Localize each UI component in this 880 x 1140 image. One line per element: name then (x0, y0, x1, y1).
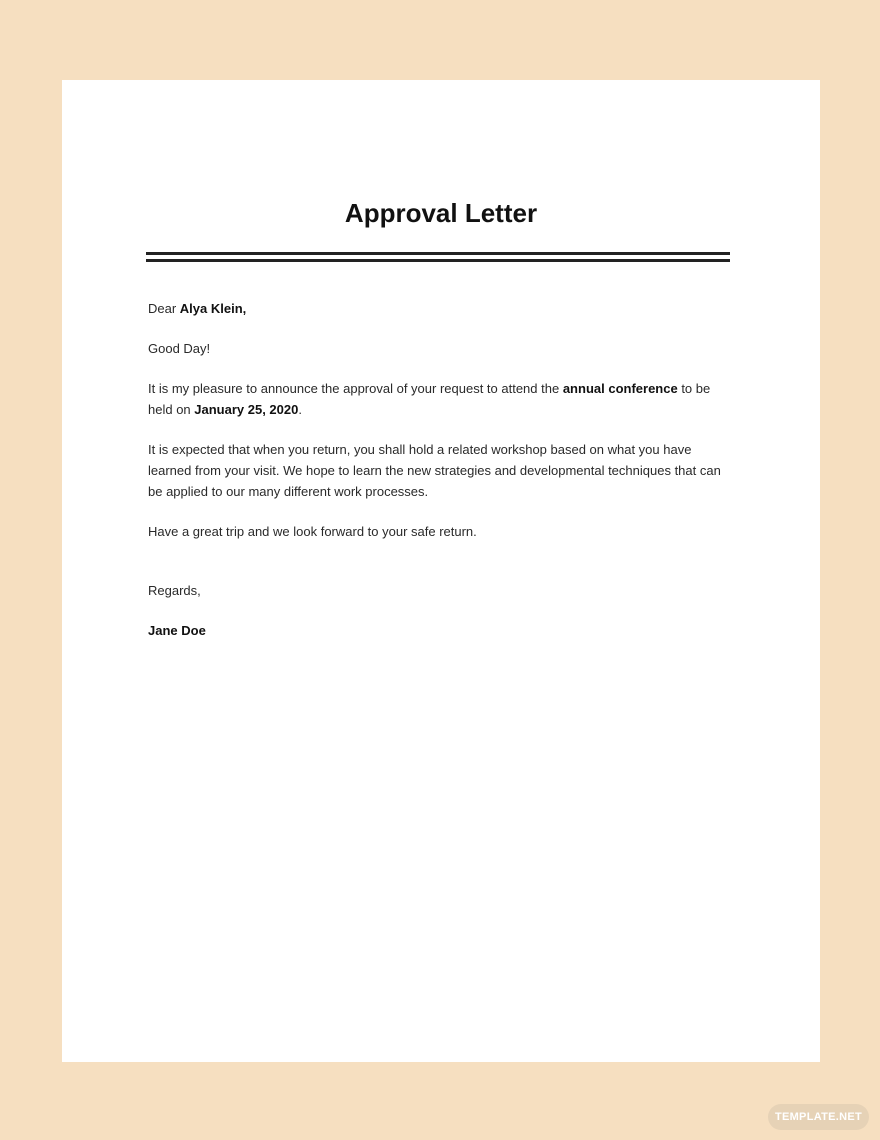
paragraph-approval (148, 378, 728, 420)
title-rule-top (146, 252, 730, 255)
paragraph-approval-end: . (298, 402, 302, 417)
event-date: January 25, 2020 (194, 402, 299, 417)
paragraph-farewell: Have a great trip and we look forward to your safe return. (148, 524, 477, 539)
paragraph-approval-text-2: to be held on (148, 381, 711, 417)
salutation (148, 298, 728, 319)
salutation-prefix: Dear (148, 301, 180, 316)
signature-name: Jane Doe (148, 623, 206, 638)
title-rule-bottom (146, 259, 730, 262)
watermark-badge: TEMPLATE.NET (768, 1104, 869, 1130)
paragraph-approval-text: It is my pleasure to announce the approval of your request to attend the (148, 381, 563, 396)
letter-body (148, 298, 728, 561)
letter-page (62, 80, 820, 1062)
closing: Regards, (148, 583, 201, 598)
greeting: Good Day! (148, 341, 211, 356)
paragraph-expectation: It is expected that when you return, you shall hold a related workshop based on what you have learned from your visit. We hope to learn the new strategies and developmental techniques that can be applied to our many different work processes. (148, 442, 721, 499)
event-name: annual conference (562, 381, 678, 396)
recipient-name: Alya Klein, (179, 301, 247, 316)
letter-title: Approval Letter (344, 198, 538, 228)
